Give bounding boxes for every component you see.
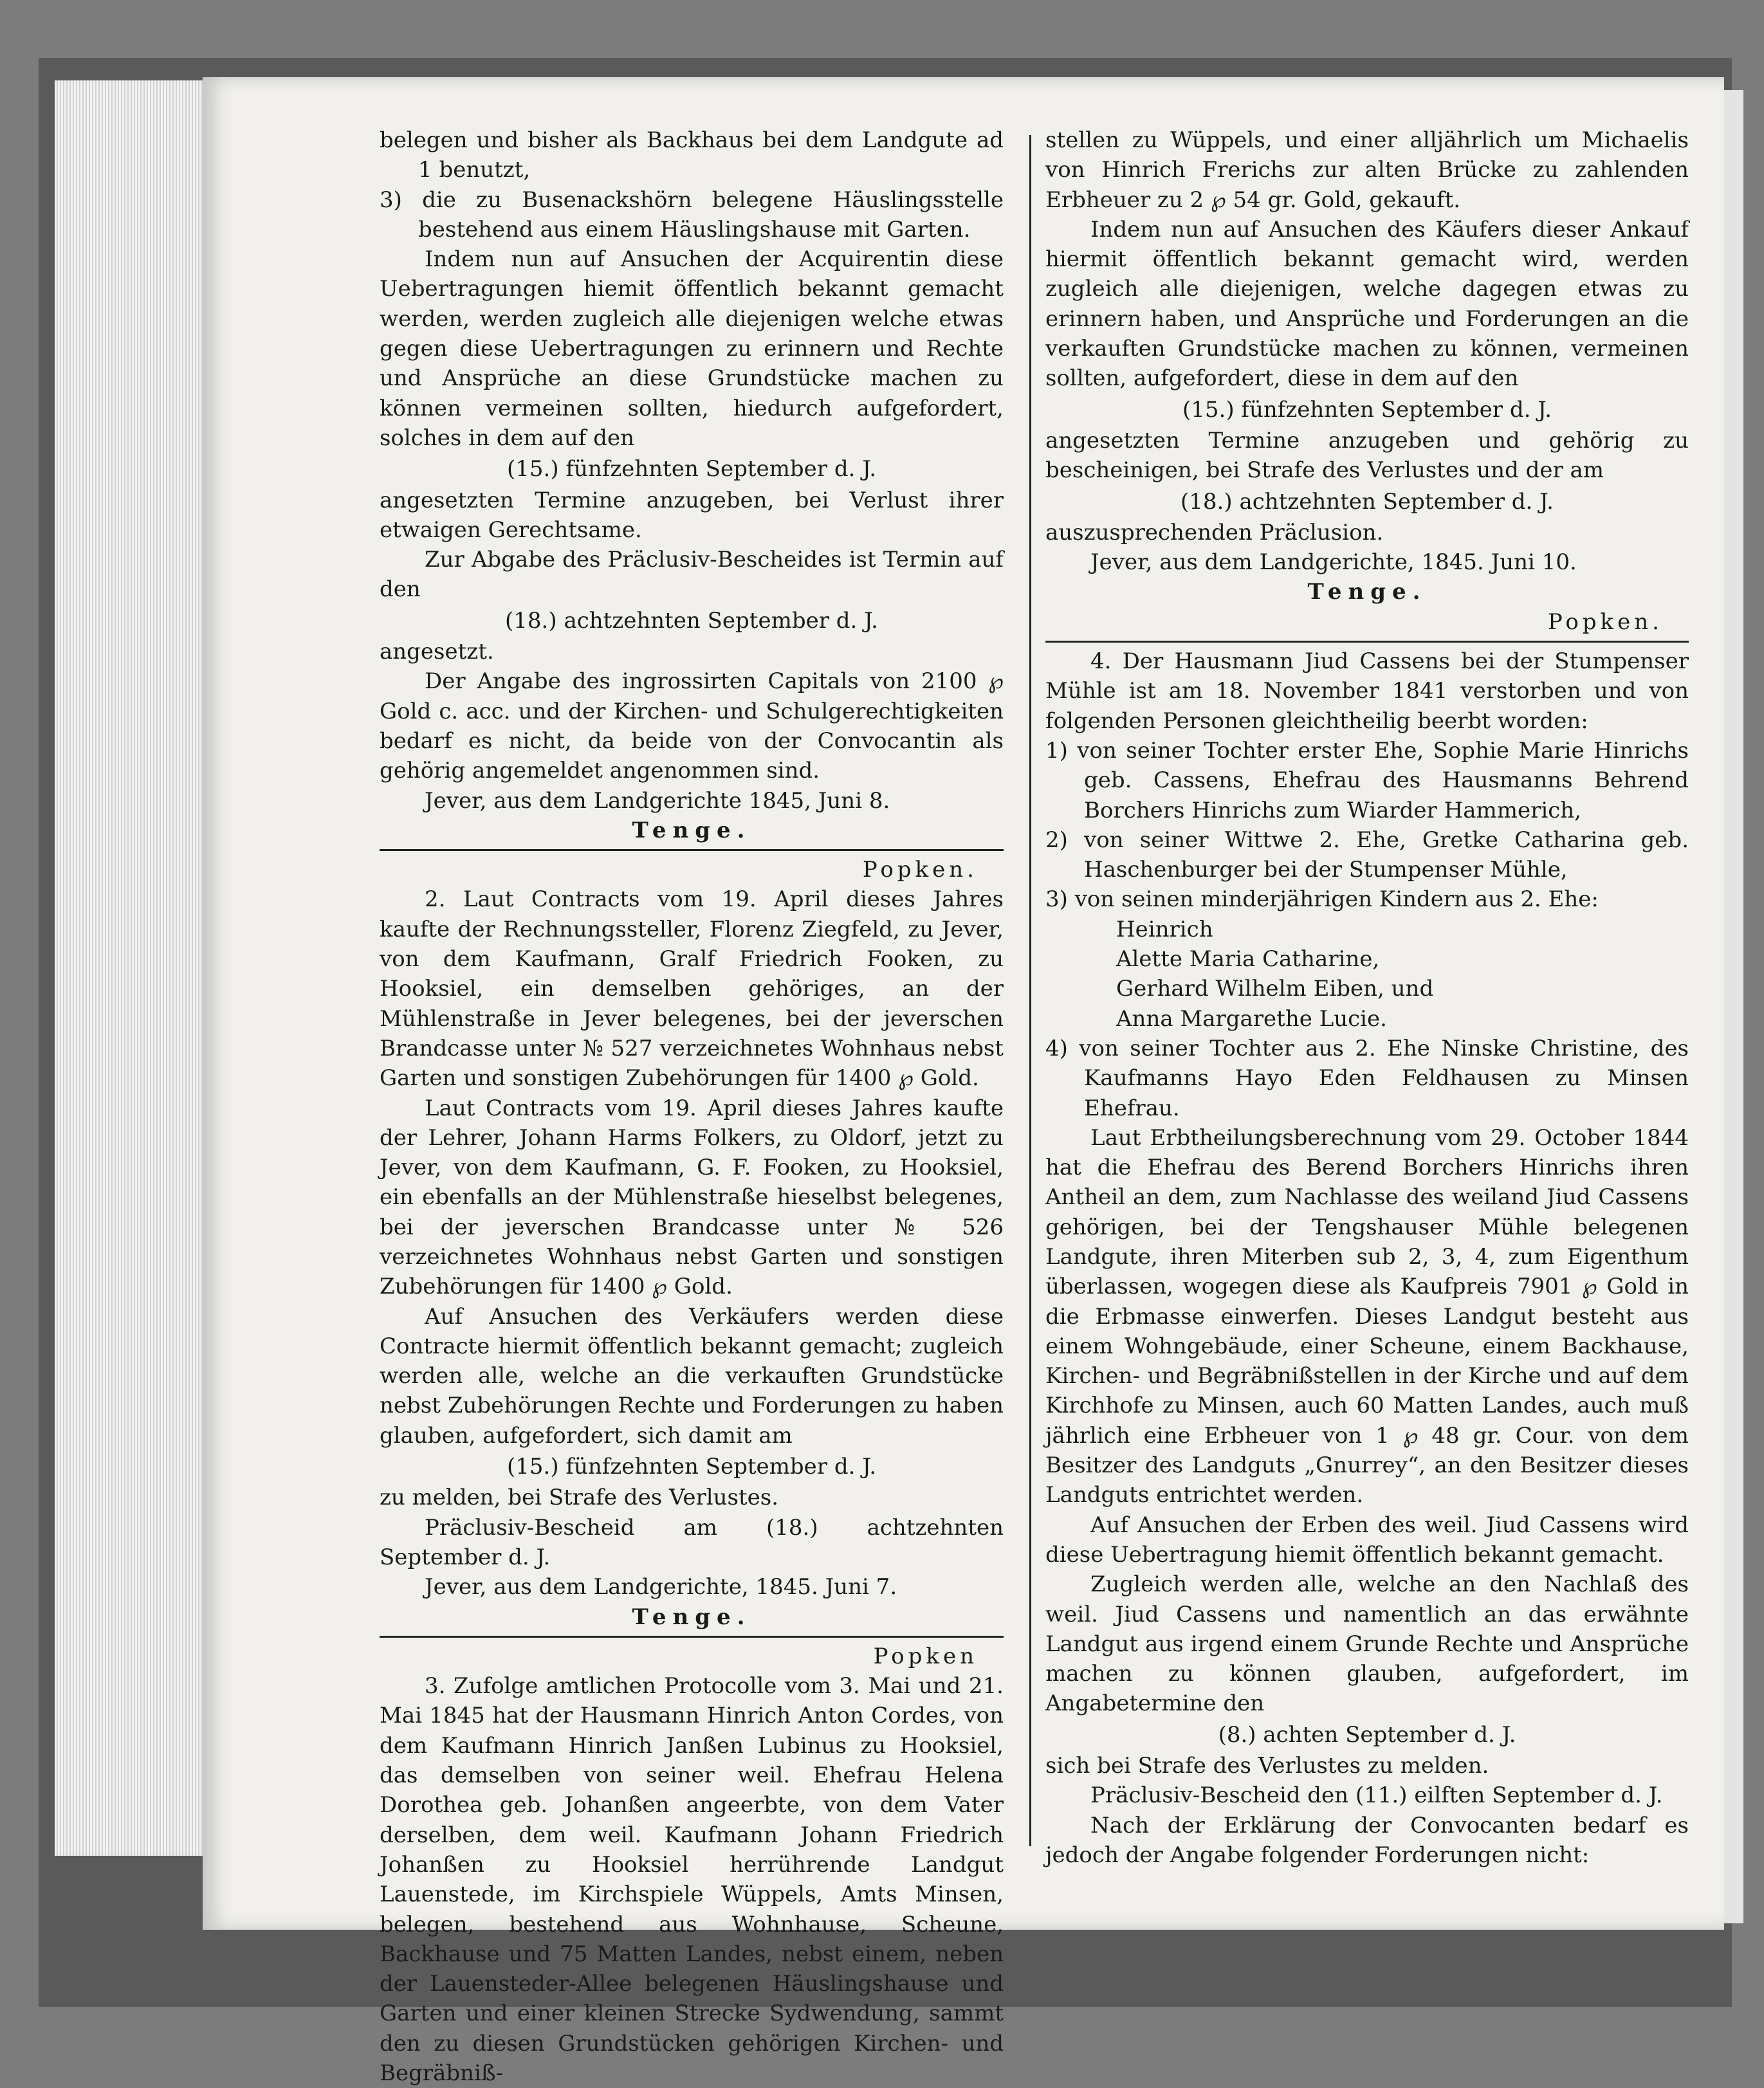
date-line: (8.) achten September d. J.: [1218, 1721, 1516, 1748]
paragraph: 2. Laut Contracts vom 19. April dieses Jahres kaufte der Rechnungssteller, Florenz Ziegfeld, zu Jever, von dem Kaufmann, Gralf Friedrich Fooken, zu Hooksiel, ein demselben gehöriges, an der Mühlenstraße in Jever belegenes, bei der jeverschen Brandcasse unter № 527 verzeichnetes Wohnhaus nebst Garten und sonstigen Zubehörungen für 1400 ℘ Gold.: [380, 886, 1004, 1092]
heir-name: Alette Maria Catharine,: [1116, 946, 1380, 973]
paragraph: Laut Contracts vom 19. April dieses Jahres kaufte der Lehrer, Johann Harms Folkers, zu Oldorf, jetzt zu Jever, von dem Kaufmann, G. F. Fooken, zu Hooksiel, ein ebenfalls an der Mühlenstraße hieselbst belegenes, bei der jeverschen Brandcasse unter № 526 verzeichnetes Wohnhaus nebst Garten und sonstigen Zubehörungen für 1400 ℘ Gold.: [380, 1095, 1004, 1300]
paragraph: Indem nun auf Ansuchen der Acquirentin diese Uebertragungen hiemit öffentlich bekannt gemacht werden, werden zugleich alle diejenigen welche etwas gegen diese Uebertragungen zu erinnern und Rechte und Ansprüche an diese Grundstücke machen zu können vermeinen sollten, hiedurch aufgefordert, solches in dem auf den: [380, 246, 1004, 451]
paragraph: Präclusiv-Bescheid den (11.) eilften September d. J.: [1090, 1782, 1663, 1809]
date-line: (15.) fünfzehnten September d. J.: [506, 456, 876, 482]
heir-name: Anna Margarethe Lucie.: [1116, 1005, 1387, 1032]
left-text-column: [380, 125, 1004, 2088]
paragraph: stellen zu Wüppels, und einer alljährlich um Michaelis von Hinrich Frerichs zur alten Brücke zu zahlenden Erbheuer zu 2 ℘ 54 gr. Gold, gekauft.: [1045, 127, 1689, 213]
paragraph: angesetzten Termine anzugeben, bei Verlust ihrer etwaigen Gerechtsame.: [380, 487, 1004, 543]
paragraph: Indem nun auf Ansuchen des Käufers dieser Ankauf hiermit öffentlich bekannt gemacht wird, werden zugleich alle diejenigen, welche dagegen etwas zu erinnern haben, und Ansprüche und Forderungen an die verkauften Grundstücke machen zu können, vermeinen sollten, aufgefordert, diese in dem auf den: [1045, 216, 1689, 392]
signature-tenge: Tenge.: [1307, 579, 1427, 605]
paragraph: angesetzten Termine anzugeben und gehörig zu bescheinigen, bei Strafe des Verlustes und der am: [1045, 427, 1689, 484]
date-line: (18.) achtzehnten September d. J.: [1181, 488, 1554, 515]
paragraph: Zugleich werden alle, welche an den Nachlaß des weil. Jiud Cassens und namentlich an das erwähnte Landgut aus irgend einem Grunde Rechte und Ansprüche machen zu können glauben, aufgefordert, im Angabetermine den: [1045, 1571, 1689, 1717]
paragraph: Auf Ansuchen der Erben des weil. Jiud Cassens wird diese Uebertragung hiemit öffentlich bekannt gemacht.: [1045, 1512, 1689, 1568]
horizontal-rule: [1045, 641, 1689, 643]
signature-tenge: Tenge.: [632, 817, 751, 843]
paragraph: sich bei Strafe des Verlustes zu melden.: [1045, 1753, 1489, 1779]
paragraph: Nach der Erklärung der Convocanten bedarf es jedoch der Angabe folgender Forderungen nicht:: [1045, 1812, 1689, 1868]
right-text-column: [1045, 125, 1689, 1870]
date-line: (18.) achtzehnten September d. J.: [505, 607, 878, 634]
page-edges: [55, 80, 203, 1856]
heir-name: Heinrich: [1116, 916, 1213, 942]
paragraph: auszusprechenden Präclusion.: [1045, 519, 1384, 545]
paragraph: 3) die zu Busenackshörn belegene Häuslingsstelle bestehend aus einem Häuslingshause mit Garten.: [380, 187, 1004, 243]
paragraph: belegen und bisher als Backhaus bei dem Landgute ad 1 benutzt,: [380, 127, 1004, 183]
paragraph: Jever, aus dem Landgerichte, 1845. Juni 10.: [1090, 549, 1577, 576]
paragraph: angesetzt.: [380, 639, 494, 665]
paragraph: zu melden, bei Strafe des Verlustes.: [380, 1485, 779, 1511]
signature-popken: Popken.: [862, 857, 978, 883]
horizontal-rule: [380, 1636, 1004, 1638]
paragraph: Laut Erbtheilungsberechnung vom 29. October 1844 hat die Ehefrau des Berend Borchers Hinrichs ihren Antheil an dem, zum Nachlasse des weiland Jiud Cassens gehörigen, bei der Tengshauser Mühle belegenen Landgute, ihren Miterben sub 2, 3, 4, zum Eigenthum überlassen, wogegen diese als Kaufpreis 7901 ℘ Gold in die Erbmasse einwerfen. Dieses Landgut besteht aus einem Wohngebäude, einer Scheune, einem Backhause, Kirchen- und Begräbnißstellen in der Kirche und auf dem Kirchhofe zu Minsen, auch 60 Matten Landes, auch muß jährlich eine Erbheuer von 1 ℘ 48 gr. Cour. von dem Besitzer des Landguts „Gnurrey“, an den Besitzer dieses Landguts entrichtet werden.: [1045, 1124, 1689, 1508]
paragraph: 3) von seinen minderjährigen Kindern aus 2. Ehe:: [1045, 886, 1599, 913]
right-page-edge: [1724, 90, 1743, 1923]
paragraph: Auf Ansuchen des Verkäufers werden diese Contracte hiermit öffentlich bekannt gemacht; zugleich werden alle, welche an die verkauften Grundstücke nebst Zubehörungen Rechte und Forderungen zu haben glauben, aufgefordert, sich damit am: [380, 1303, 1004, 1449]
paragraph: Präclusiv-Bescheid am (18.) achtzehnten September d. J.: [380, 1514, 1004, 1570]
paragraph: 2) von seiner Wittwe 2. Ehe, Gretke Catharina geb. Haschenburger bei der Stumpenser Mühle,: [1045, 827, 1689, 883]
heir-name: Gerhard Wilhelm Eiben, und: [1116, 976, 1434, 1002]
date-line: (15.) fünfzehnten September d. J.: [506, 1454, 876, 1480]
paragraph: 4. Der Hausmann Jiud Cassens bei der Stumpenser Mühle ist am 18. November 1841 verstorben und von folgenden Personen gleichtheilig beerbt worden:: [1045, 648, 1689, 734]
paragraph: Jever, aus dem Landgerichte, 1845. Juni 7.: [425, 1574, 897, 1600]
paragraph: Der Angabe des ingrossirten Capitals von 2100 ℘ Gold c. acc. und der Kirchen- und Schulgerechtigkeiten bedarf es nicht, da beide von der Convocantin als gehörig angemeldet angenommen sind.: [380, 668, 1004, 784]
signature-tenge: Tenge.: [632, 1604, 751, 1630]
paragraph: 4) von seiner Tochter aus 2. Ehe Ninske Christine, des Kaufmanns Hayo Eden Feldhausen zu Minsen Ehefrau.: [1045, 1035, 1689, 1121]
paragraph: Zur Abgabe des Präclusiv-Bescheides ist Termin auf den: [380, 547, 1004, 603]
signature-popken: Popken.: [1547, 609, 1663, 635]
date-line: (15.) fünfzehnten September d. J.: [1182, 396, 1552, 423]
signature-popken: Popken: [873, 1643, 978, 1669]
paragraph: 1) von seiner Tochter erster Ehe, Sophie Marie Hinrichs geb. Cassens, Ehefrau des Hausmanns Behrend Borchers Hinrichs zum Wiarder Hammerich,: [1045, 737, 1689, 823]
paragraph: 3. Zufolge amtlichen Protocolle vom 3. Mai und 21. Mai 1845 hat der Hausmann Hinrich Anton Cordes, von dem Kaufmann Hinrich Janßen Lubinus zu Hooksiel, das demselben von seiner weil. Ehefrau Helena Dorothea geb. Johanßen angeerbte, von dem Vater derselben, dem weil. Kaufmann Johann Friedrich Johanßen zu Hooksiel herrührende Landgut Lauenstede, im Kirchspiele Wüppels, Amts Minsen, belegen, bestehend aus Wohnhause, Scheune, Backhause und 75 Matten Landes, nebst einem, neben der Lauensteder-Allee belegenen Häuslingshause und Garten und einer kleinen Strecke Sydwendung, sammt den zu diesen Grundstücken gehörigen Kirchen- und Begräbniß-: [380, 1673, 1004, 2086]
paragraph: Jever, aus dem Landgerichte 1845, Juni 8.: [425, 787, 890, 814]
column-divider: [1029, 135, 1031, 1846]
horizontal-rule: [380, 849, 1004, 851]
